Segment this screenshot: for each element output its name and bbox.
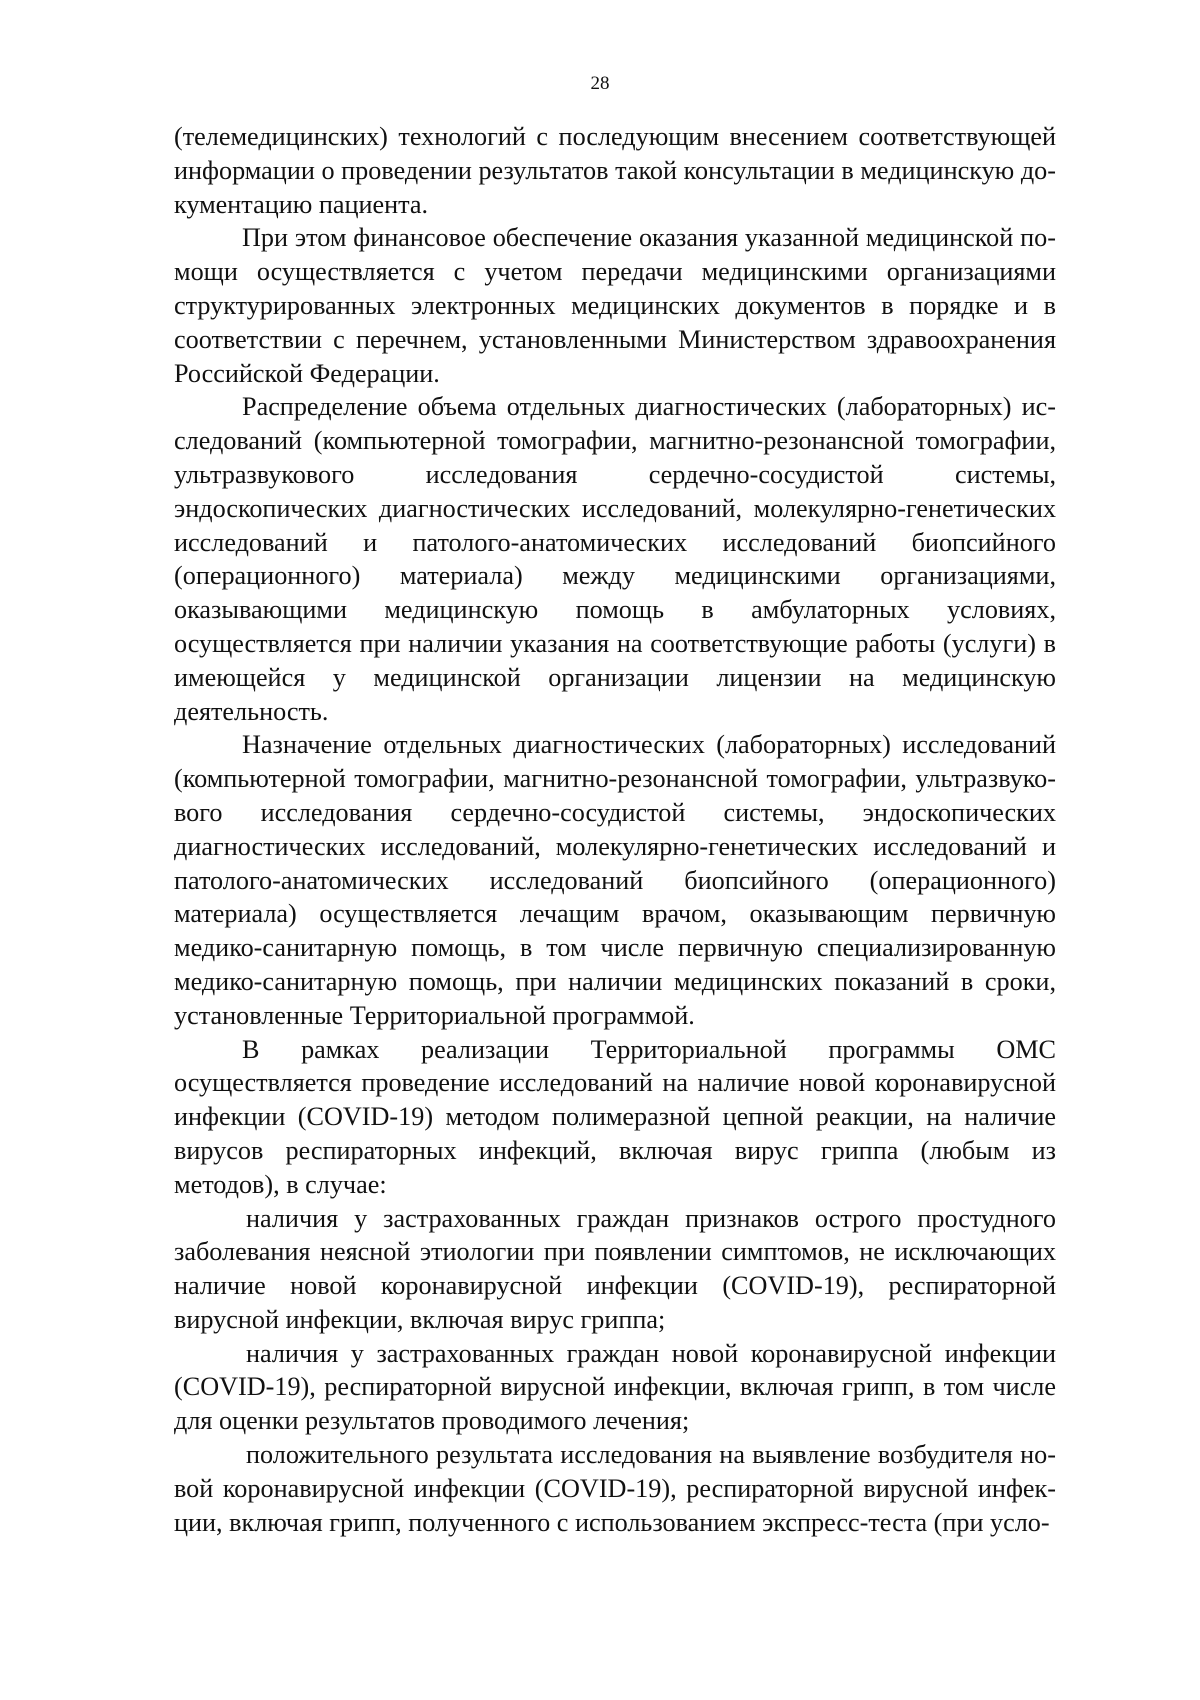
page-number: 28 bbox=[590, 73, 610, 94]
document-body bbox=[174, 120, 1056, 1539]
paragraph-appointment-of-studies: Назначение отдельных диагностических (лабораторных) исследований (компьютерной томографии, магнитно-резонансной томографии, ультразвукового исследования сердечно-сосудистой системы, эндоскопических диагностических исследований, молекулярно-генетических исследований и патолого-анатомических исследований биопсийного (операционного) материала) осуществляется лечащим врачом, оказывающим первичную медико-санитарную помощь, в том числе первичную специализированную медико-санитарную помощь, при наличии медицинских показаний в сроки, установленные Территориальной программой. bbox=[174, 730, 1056, 1030]
paragraph-distribution-of-volume: Распределение объема отдельных диагностических (лабораторных) исследований (компьютерной томографии, магнитно-резонансной томографии, ультразвукового исследования сердечно-сосудистой системы, эндоскопических диагностических исследований, молекулярно-генетических исследований и патолого-анатомических исследований биопсийного (операционного) материала) между медицинскими организациями, оказывающими медицинскую помощь в амбулаторных условиях, осуществляется при наличии указания на соответствующие работы (услуги) в имеющейся у медицинской организации лицензии на медицинскую деятельность. bbox=[174, 392, 1056, 726]
paragraph-case-express-test: положительного результата исследования на выявление возбудителя новой коронавирусной инфекции (COVID-19), респираторной вирусной инфекции, включая грипп, полученного с использованием экспресс-теста (при усло- bbox=[174, 1440, 1056, 1537]
paragraph-case-infection: наличия у застрахованных граждан новой коронавирусной инфекции (COVID-19), респираторной вирусной инфекции, включая грипп, в том числе для оценки результатов проводимого лечения; bbox=[174, 1338, 1056, 1436]
paragraph-case-symptoms: наличия у застрахованных граждан признаков острого простудного заболевания неясной этиологии при появлении симптомов, не исключающих наличие новой коронавирусной инфекции (COVID-19), респираторной вирусной инфекции, включая вирус гриппа; bbox=[174, 1203, 1056, 1334]
paragraph-telemedicine-continuation: (телемедицинских) технологий с последующим внесением соответствующей информации о проведении результатов такой консультации в медицинскую документацию пациента. bbox=[174, 122, 1056, 219]
paragraph-covid-testing: В рамках реализации Территориальной программы ОМС осуществляется проведение исследований на наличие новой коронавирусной инфекции (COVID-19) методом полимеразной цепной реакции, на наличие вирусов респираторных инфекций, включая вирус гриппа (любым из методов), в случае: bbox=[174, 1034, 1056, 1199]
paragraph-financial-support: При этом финансовое обеспечение оказания указанной медицинской помощи осуществляется с учетом передачи медицинскими организациями структурированных электронных медицинских документов в порядке и в соответствии с перечнем, установленными Министерством здравоохранения Российской Федерации. bbox=[174, 223, 1056, 388]
